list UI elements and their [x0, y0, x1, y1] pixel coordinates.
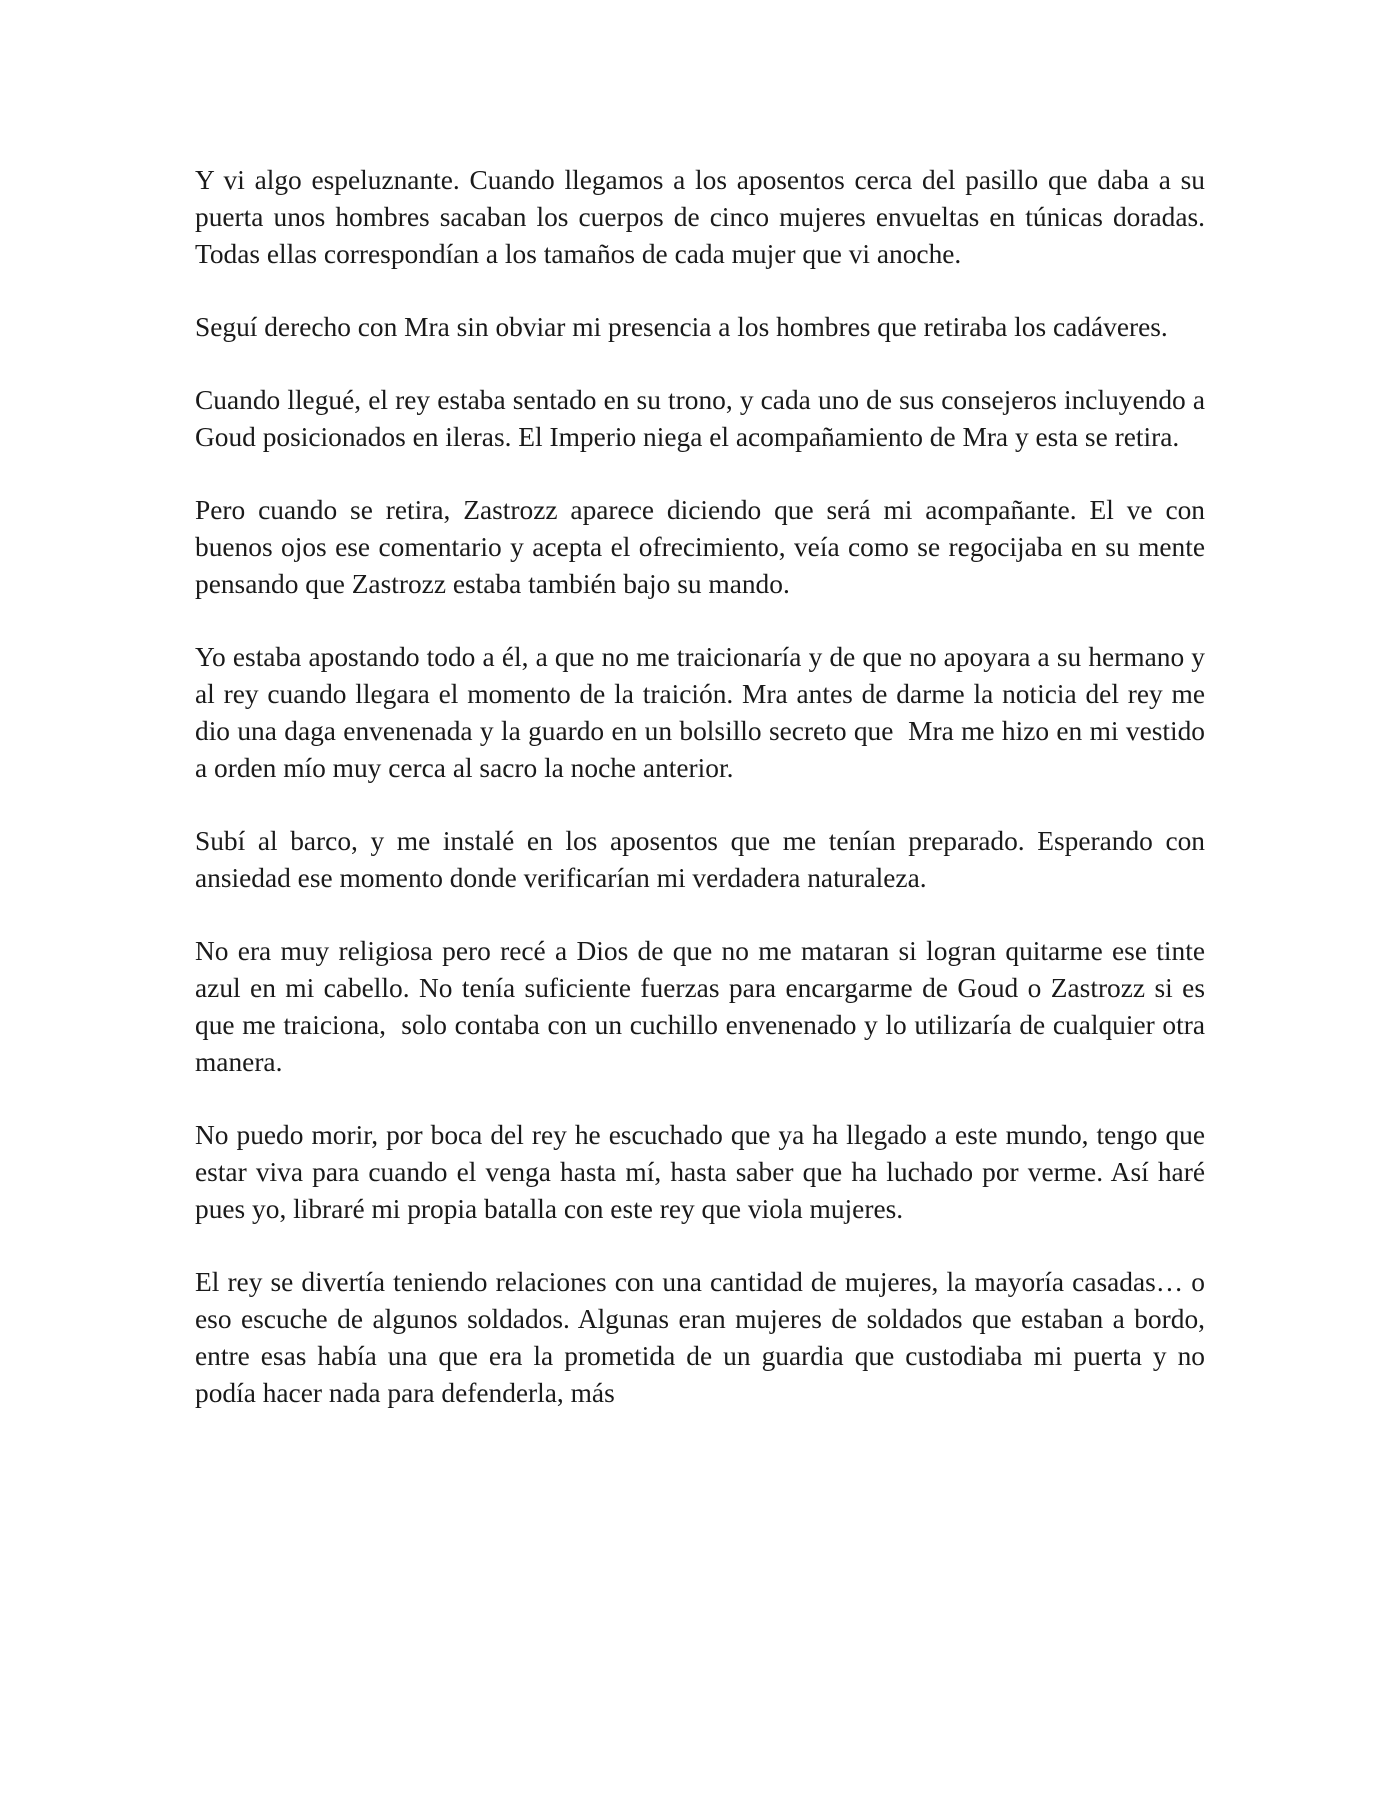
paragraph-4: Pero cuando se retira, Zastrozz aparece diciendo que será mi acompañante. El ve con buenos ojos ese comentario y acepta el ofrecimiento, veía como se regocijaba en su mente pensando que Zastrozz estaba también bajo su mando.: [195, 495, 1212, 599]
paragraph-2: Seguí derecho con Mra sin obviar mi presencia a los hombres que retiraba los cadáveres.: [195, 312, 1168, 342]
paragraph-5: Yo estaba apostando todo a él, a que no me traicionaría y de que no apoyara a su hermano y al rey cuando llegara el momento de la traición. Mra antes de darme la noticia del rey me dio una daga envenenada y la guardo en un bolsillo secreto que Mra me hizo en mi vestido a orden mío muy cerca al sacro la noche anterior.: [195, 642, 1212, 783]
paragraph-1: Y vi algo espeluznante. Cuando llegamos a los aposentos cerca del pasillo que daba a su puerta unos hombres sacaban los cuerpos de cinco mujeres envueltas en túnicas doradas. Todas ellas correspondían a los tamaños de cada mujer que vi anoche.: [195, 165, 1212, 269]
paragraph-6: Subí al barco, y me instalé en los aposentos que me tenían preparado. Esperando con ansiedad ese momento donde verificarían mi verdadera naturaleza.: [195, 826, 1212, 893]
document-body: [195, 162, 1212, 1412]
paragraph-9: El rey se divertía teniendo relaciones con una cantidad de mujeres, la mayoría casadas… o eso escuche de algunos soldados. Algunas eran mujeres de soldados que estaban a bordo, entre esas había una que era la prometida de un guardia que custodiaba mi puerta y no podía hacer nada para defenderla, más: [195, 1267, 1212, 1408]
paragraph-7: No era muy religiosa pero recé a Dios de que no me mataran si logran quitarme ese tinte azul en mi cabello. No tenía suficiente fuerzas para encargarme de Goud o Zastrozz si es que me traiciona, solo contaba con un cuchillo envenenado y lo utilizaría de cualquier otra manera.: [195, 936, 1212, 1077]
paragraph-8: No puedo morir, por boca del rey he escuchado que ya ha llegado a este mundo, tengo que estar viva para cuando el venga hasta mí, hasta saber que ha luchado por verme. Así haré pues yo, libraré mi propia batalla con este rey que viola mujeres.: [195, 1120, 1212, 1224]
paragraph-3: Cuando llegué, el rey estaba sentado en su trono, y cada uno de sus consejeros incluyendo a Goud posicionados en ileras. El Imperio niega el acompañamiento de Mra y esta se retira.: [195, 385, 1212, 452]
